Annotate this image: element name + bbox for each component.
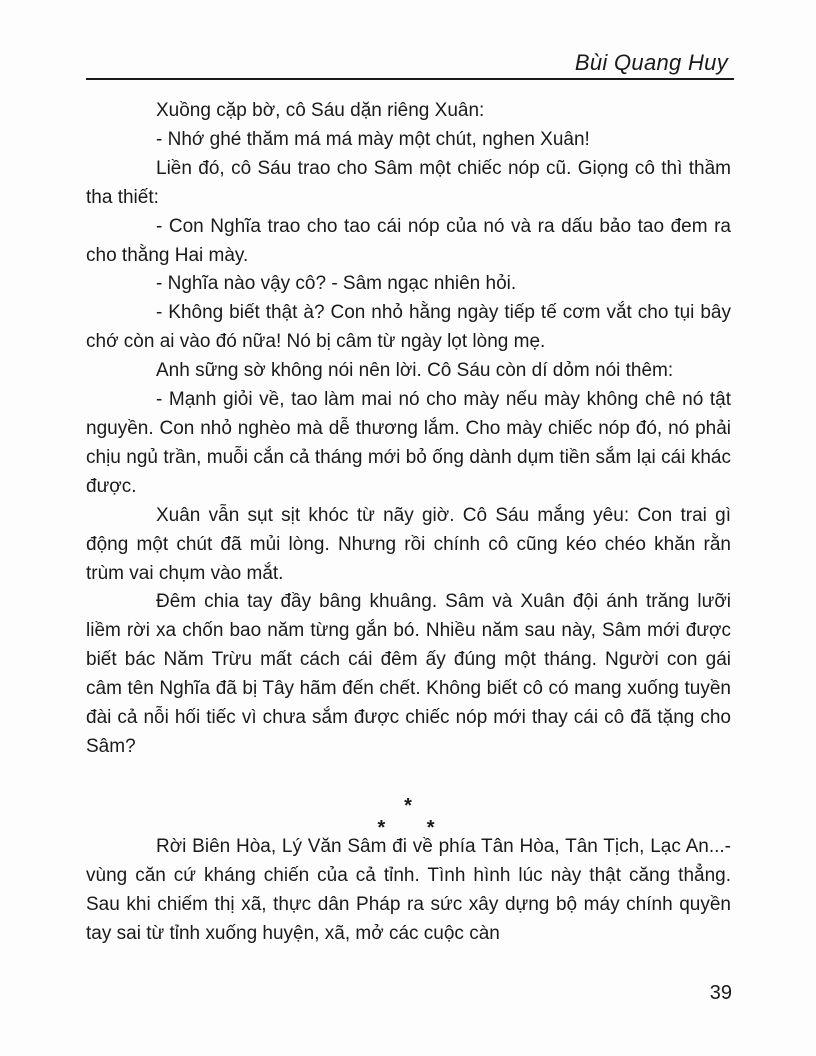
paragraph: Đêm chia tay đầy bâng khuâng. Sâm và Xuân đội ánh trăng lưỡi liềm rời xa chốn bao năm từng gắn bó. Nhiều năm sau này, Sâm mới được biết bác Năm Trừu mất cách cái đêm ấy đúng một tháng. Người con gái câm tên Nghĩa đã bị Tây hãm đến chết. Không biết cô có mang xuống tuyền đài cả nỗi hối tiếc vì chưa sắm được chiếc nóp mới thay cái cô đã tặng cho Sâm? <box>86 591 731 757</box>
paragraph: - Mạnh giỏi về, tao làm mai nó cho mày nếu mày không chê nó tật nguyền. Con nhỏ nghèo mà dễ thương lắm. Cho mày chiếc nóp đó, nó phải chịu ngủ trần, muỗi cắn cả tháng mới bỏ ống dành dụm tiền sắm lại cái khác được. <box>86 389 731 497</box>
paragraph: - Nhớ ghé thăm má má mày một chút, nghen Xuân! <box>156 128 590 150</box>
header-rule <box>86 78 734 80</box>
paragraph: Liền đó, cô Sáu trao cho Sâm một chiếc nóp cũ. Giọng cô thì thầm tha thiết: <box>86 157 731 208</box>
paragraph: Xuồng cặp bờ, cô Sáu dặn riêng Xuân: <box>156 100 485 121</box>
separator-star-bottom: * * <box>377 817 453 839</box>
paragraph: Xuân vẫn sụt sịt khóc từ nãy giờ. Cô Sáu mắng yêu: Con trai gì động một chút đã mủi lòng. Nhưng rồi chính cô cũng kéo chéo khăn rằn trùm vai chụm vào mắt. <box>86 504 731 584</box>
page-number: 39 <box>709 982 732 1004</box>
paragraph: - Không biết thật à? Con nhỏ hằng ngày tiếp tế cơm vắt cho tụi bây chớ còn ai vào đó nữa! Nó bị câm từ ngày lọt lòng mẹ. <box>86 302 731 353</box>
separator-star-top: * <box>404 795 412 817</box>
paragraph: Anh sững sờ không nói nên lời. Cô Sáu còn dí dỏm nói thêm: <box>156 360 674 382</box>
paragraph: Rời Biên Hòa, Lý Văn Sâm đi về phía Tân Hòa, Tân Tịch, Lạc An...- vùng căn cứ kháng chiến của cả tỉnh. Tình hình lúc này thật căng thẳng. Sau khi chiếm thị xã, thực dân Pháp ra sức xây dựng bộ máy chính quyền tay sai từ tỉnh xuống huyện, xã, mở các cuộc càn <box>86 836 731 944</box>
paragraph: - Nghĩa nào vậy cô? - Sâm ngạc nhiên hỏi. <box>156 273 517 295</box>
paragraph: - Con Nghĩa trao cho tao cái nóp của nó và ra dấu bảo tao đem ra cho thằng Hai mày. <box>86 215 731 266</box>
text-body <box>86 97 731 762</box>
running-header-author: Bùi Quang Huy <box>574 50 728 75</box>
text-body-continued <box>86 833 731 949</box>
